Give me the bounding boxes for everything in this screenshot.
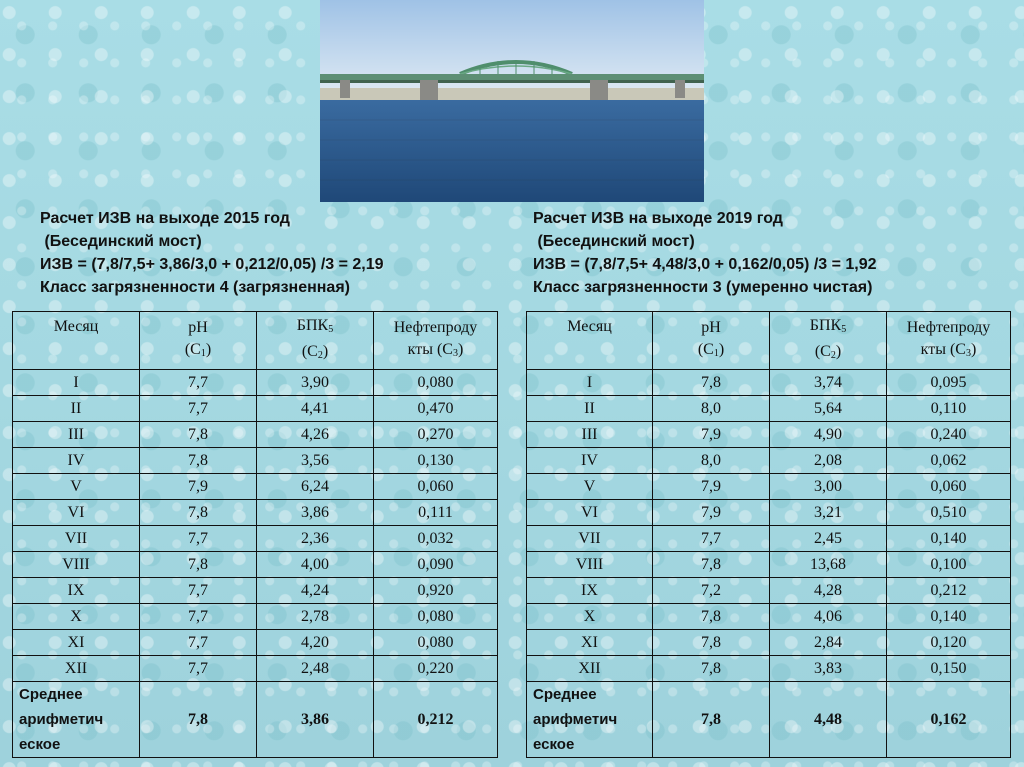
ph-cell: 7,7	[140, 630, 257, 656]
month-cell: VIII	[527, 552, 653, 578]
left-heading-title: Расчет ИЗВ на выходе 2015 год	[40, 210, 290, 227]
bpk-cell: 2,78	[257, 604, 374, 630]
ph-cell: 7,8	[653, 604, 770, 630]
header-month: Месяц	[13, 312, 140, 370]
right-heading	[533, 207, 877, 299]
month-cell: IV	[13, 448, 140, 474]
oil-cell: 0,060	[887, 474, 1011, 500]
average-row	[527, 682, 1011, 758]
month-cell: V	[527, 474, 653, 500]
average-ph: 7,8	[140, 682, 257, 758]
bpk-cell: 4,20	[257, 630, 374, 656]
bridge-river-image	[320, 0, 704, 202]
oil-cell: 0,270	[374, 422, 498, 448]
ph-cell: 7,9	[653, 500, 770, 526]
month-cell: XII	[13, 656, 140, 682]
table-row	[527, 526, 1011, 552]
table-row	[13, 370, 498, 396]
right-heading-title: Расчет ИЗВ на выходе 2019 год	[533, 210, 783, 227]
left-heading	[40, 207, 384, 299]
bpk-cell: 3,21	[770, 500, 887, 526]
header-bpk: $БПК_5$ $(C_2)$	[257, 312, 374, 370]
ph-cell: 8,0	[653, 396, 770, 422]
ph-cell: 7,7	[140, 578, 257, 604]
bpk-cell: 3,74	[770, 370, 887, 396]
table-row	[527, 370, 1011, 396]
table-row	[527, 396, 1011, 422]
oil-cell: 0,510	[887, 500, 1011, 526]
ph-cell: 7,7	[140, 604, 257, 630]
average-row	[13, 682, 498, 758]
header-ph: pH $(C_1)$	[653, 312, 770, 370]
average-bpk: 4,48	[770, 682, 887, 758]
month-cell: III	[527, 422, 653, 448]
table-row	[13, 630, 498, 656]
bpk-cell: 2,08	[770, 448, 887, 474]
header-ph: pH $(C_1)$	[140, 312, 257, 370]
table-row	[527, 422, 1011, 448]
month-cell: XI	[527, 630, 653, 656]
oil-cell: 0,032	[374, 526, 498, 552]
oil-cell: 0,100	[887, 552, 1011, 578]
right-heading-location: (Бесединский мост)	[533, 233, 695, 250]
bpk-cell: 3,00	[770, 474, 887, 500]
ph-cell: 7,8	[653, 370, 770, 396]
ph-cell: 7,7	[140, 526, 257, 552]
month-cell: II	[527, 396, 653, 422]
bpk-cell: 3,86	[257, 500, 374, 526]
ph-cell: 7,7	[140, 396, 257, 422]
right-heading-formula: ИЗВ = (7,8/7,5+ 4,48/3,0 + 0,162/0,05) /3 = 1,92	[533, 256, 877, 273]
bpk-cell: 6,24	[257, 474, 374, 500]
left-heading-location: (Бесединский мост)	[40, 233, 202, 250]
header-month: Месяц	[527, 312, 653, 370]
oil-cell: 0,080	[374, 604, 498, 630]
ph-cell: 7,9	[140, 474, 257, 500]
header-oil: Нефтепроду кты $(C_3)$	[887, 312, 1011, 370]
right-heading-class: Класс загрязненности 3 (умеренно чистая)	[533, 279, 873, 296]
table-row	[13, 448, 498, 474]
oil-cell: 0,110	[887, 396, 1011, 422]
table-2015	[12, 311, 498, 758]
table-2019	[526, 311, 1011, 758]
oil-cell: 0,095	[887, 370, 1011, 396]
table-row	[13, 396, 498, 422]
table-row	[13, 500, 498, 526]
ph-cell: 7,8	[140, 422, 257, 448]
month-cell: X	[527, 604, 653, 630]
table-header-row	[527, 312, 1011, 370]
bpk-cell: 4,00	[257, 552, 374, 578]
bpk-cell: 3,90	[257, 370, 374, 396]
left-heading-class: Класс загрязненности 4 (загрязненная)	[40, 279, 350, 296]
table-row	[13, 526, 498, 552]
bpk-cell: 13,68	[770, 552, 887, 578]
bpk-cell: 4,41	[257, 396, 374, 422]
oil-cell: 0,140	[887, 526, 1011, 552]
month-cell: VI	[13, 500, 140, 526]
month-cell: X	[13, 604, 140, 630]
table-row	[13, 474, 498, 500]
bpk-cell: 4,90	[770, 422, 887, 448]
average-label: Среднее арифметич еское	[527, 682, 653, 758]
table-row	[527, 474, 1011, 500]
month-cell: IX	[13, 578, 140, 604]
oil-cell: 0,470	[374, 396, 498, 422]
month-cell: XI	[13, 630, 140, 656]
month-cell: I	[527, 370, 653, 396]
table-row	[13, 422, 498, 448]
average-oil: 0,212	[374, 682, 498, 758]
ph-cell: 7,7	[653, 526, 770, 552]
ph-cell: 7,8	[653, 656, 770, 682]
table-2019-body	[527, 370, 1011, 682]
bpk-cell: 2,48	[257, 656, 374, 682]
table-row	[527, 552, 1011, 578]
bpk-cell: 4,26	[257, 422, 374, 448]
ph-cell: 7,8	[140, 500, 257, 526]
ph-cell: 7,8	[653, 630, 770, 656]
bpk-cell: 3,56	[257, 448, 374, 474]
table-row	[527, 656, 1011, 682]
bpk-cell: 4,06	[770, 604, 887, 630]
oil-cell: 0,240	[887, 422, 1011, 448]
oil-cell: 0,111	[374, 500, 498, 526]
bpk-cell: 2,45	[770, 526, 887, 552]
oil-cell: 0,080	[374, 370, 498, 396]
average-ph: 7,8	[653, 682, 770, 758]
oil-cell: 0,062	[887, 448, 1011, 474]
bpk-cell: 5,64	[770, 396, 887, 422]
oil-cell: 0,140	[887, 604, 1011, 630]
oil-cell: 0,920	[374, 578, 498, 604]
oil-cell: 0,130	[374, 448, 498, 474]
ph-cell: 7,2	[653, 578, 770, 604]
bridge-photo	[320, 0, 704, 202]
month-cell: IX	[527, 578, 653, 604]
header-oil: Нефтепроду кты $(C_3)$	[374, 312, 498, 370]
month-cell: I	[13, 370, 140, 396]
table-row	[527, 630, 1011, 656]
ph-cell: 8,0	[653, 448, 770, 474]
month-cell: V	[13, 474, 140, 500]
oil-cell: 0,220	[374, 656, 498, 682]
header-bpk: $БПК_5$ $(C_2)$	[770, 312, 887, 370]
ph-cell: 7,9	[653, 422, 770, 448]
table-row	[527, 500, 1011, 526]
table-row	[13, 578, 498, 604]
oil-cell: 0,060	[374, 474, 498, 500]
ph-cell: 7,8	[653, 552, 770, 578]
bpk-cell: 3,83	[770, 656, 887, 682]
month-cell: II	[13, 396, 140, 422]
ph-cell: 7,8	[140, 448, 257, 474]
oil-cell: 0,120	[887, 630, 1011, 656]
average-bpk: 3,86	[257, 682, 374, 758]
ph-cell: 7,8	[140, 552, 257, 578]
table-header-row	[13, 312, 498, 370]
bpk-cell: 4,24	[257, 578, 374, 604]
left-heading-formula: ИЗВ = (7,8/7,5+ 3,86/3,0 + 0,212/0,05) /3 = 2,19	[40, 256, 384, 273]
table-row	[527, 578, 1011, 604]
oil-cell: 0,150	[887, 656, 1011, 682]
table-row	[527, 448, 1011, 474]
month-cell: VII	[527, 526, 653, 552]
month-cell: III	[13, 422, 140, 448]
ph-cell: 7,7	[140, 370, 257, 396]
month-cell: VIII	[13, 552, 140, 578]
table-row	[13, 656, 498, 682]
ph-cell: 7,7	[140, 656, 257, 682]
table-row	[527, 604, 1011, 630]
table-row	[13, 604, 498, 630]
oil-cell: 0,090	[374, 552, 498, 578]
oil-cell: 0,080	[374, 630, 498, 656]
month-cell: XII	[527, 656, 653, 682]
table-2015-body	[13, 370, 498, 682]
bpk-cell: 2,36	[257, 526, 374, 552]
bpk-cell: 4,28	[770, 578, 887, 604]
month-cell: VI	[527, 500, 653, 526]
average-label: Среднее арифметич еское	[13, 682, 140, 758]
bpk-cell: 2,84	[770, 630, 887, 656]
ph-cell: 7,9	[653, 474, 770, 500]
month-cell: VII	[13, 526, 140, 552]
table-row	[13, 552, 498, 578]
average-oil: 0,162	[887, 682, 1011, 758]
oil-cell: 0,212	[887, 578, 1011, 604]
month-cell: IV	[527, 448, 653, 474]
